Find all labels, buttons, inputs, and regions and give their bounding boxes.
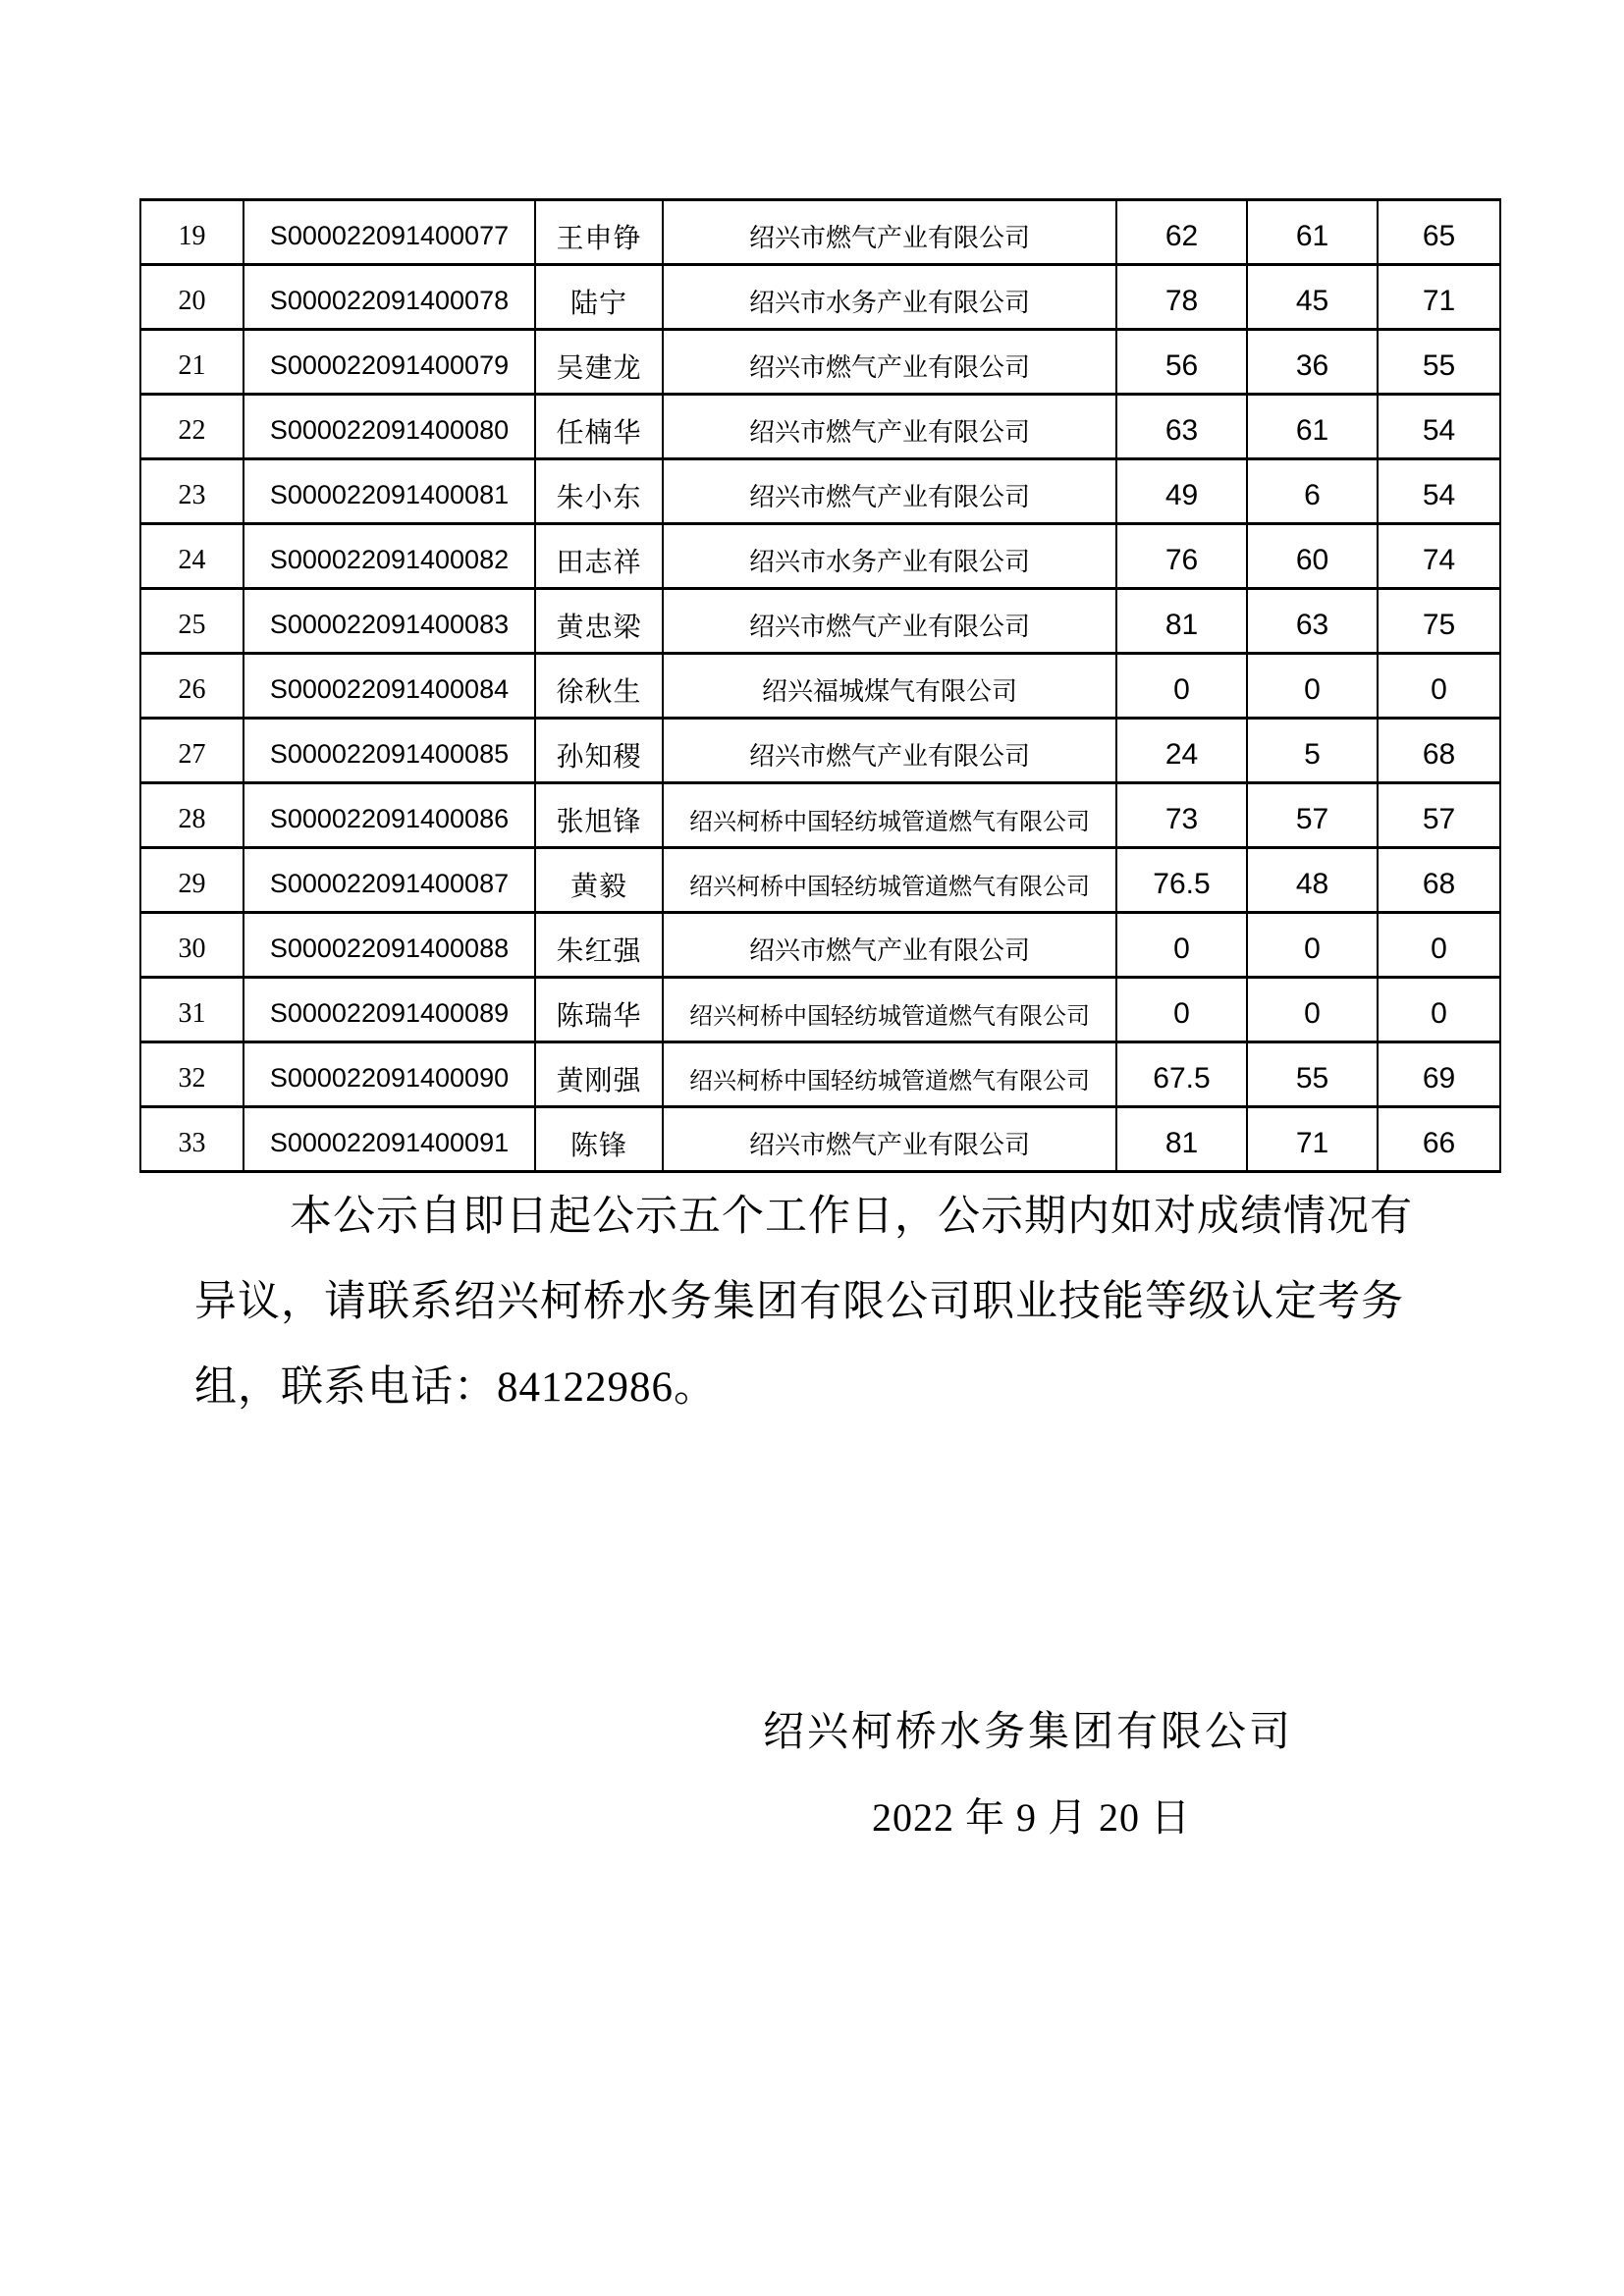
cell-score-3: 68 — [1378, 848, 1500, 913]
cell-score-1: 62 — [1116, 200, 1247, 265]
cell-score-3: 69 — [1378, 1042, 1500, 1107]
cell-company: 绍兴市燃气产业有限公司 — [663, 330, 1116, 395]
cell-name: 黄毅 — [535, 848, 663, 913]
cell-score-3: 65 — [1378, 200, 1500, 265]
notice-line: 异议，请联系绍兴柯桥水务集团有限公司职业技能等级认定考务 — [194, 1279, 1404, 1325]
notice-line: 本公示自即日起公示五个工作日，公示期内如对成绩情况有 — [290, 1194, 1413, 1240]
cell-score-1: 24 — [1116, 719, 1247, 783]
cell-score-2: 0 — [1247, 913, 1378, 978]
cell-id: S000022091400084 — [244, 654, 535, 719]
cell-score-3: 57 — [1378, 783, 1500, 848]
cell-score-2: 45 — [1247, 265, 1378, 330]
cell-score-1: 0 — [1116, 978, 1247, 1042]
table-row — [140, 783, 1500, 848]
cell-seq: 27 — [140, 719, 244, 783]
cell-score-1: 73 — [1116, 783, 1247, 848]
cell-id: S000022091400077 — [244, 200, 535, 265]
cell-seq: 20 — [140, 265, 244, 330]
cell-name: 田志祥 — [535, 524, 663, 589]
table-row — [140, 1107, 1500, 1172]
cell-score-2: 61 — [1247, 200, 1378, 265]
cell-name: 任楠华 — [535, 395, 663, 459]
cell-seq: 26 — [140, 654, 244, 719]
cell-score-3: 0 — [1378, 978, 1500, 1042]
cell-score-3: 0 — [1378, 654, 1500, 719]
cell-company: 绍兴市燃气产业有限公司 — [663, 1107, 1116, 1172]
cell-score-1: 76 — [1116, 524, 1247, 589]
signature-company: 绍兴柯桥水务集团有限公司 — [763, 1710, 1294, 1755]
cell-score-2: 71 — [1247, 1107, 1378, 1172]
table-row — [140, 589, 1500, 654]
cell-score-2: 60 — [1247, 524, 1378, 589]
cell-name: 张旭锋 — [535, 783, 663, 848]
cell-score-2: 5 — [1247, 719, 1378, 783]
cell-company: 绍兴市燃气产业有限公司 — [663, 459, 1116, 524]
cell-name: 朱红强 — [535, 913, 663, 978]
cell-score-2: 0 — [1247, 654, 1378, 719]
table-row — [140, 265, 1500, 330]
cell-seq: 19 — [140, 200, 244, 265]
cell-id: S000022091400083 — [244, 589, 535, 654]
cell-score-2: 57 — [1247, 783, 1378, 848]
cell-name: 朱小东 — [535, 459, 663, 524]
cell-company: 绍兴柯桥中国轻纺城管道燃气有限公司 — [663, 978, 1116, 1042]
results-table — [139, 198, 1501, 1173]
cell-seq: 30 — [140, 913, 244, 978]
table-row — [140, 654, 1500, 719]
cell-score-1: 81 — [1116, 1107, 1247, 1172]
cell-score-2: 48 — [1247, 848, 1378, 913]
cell-name: 孙知稷 — [535, 719, 663, 783]
table-row — [140, 978, 1500, 1042]
cell-company: 绍兴市燃气产业有限公司 — [663, 395, 1116, 459]
cell-seq: 21 — [140, 330, 244, 395]
cell-seq: 23 — [140, 459, 244, 524]
cell-score-2: 61 — [1247, 395, 1378, 459]
notice-paragraph — [194, 1174, 1461, 1430]
cell-score-1: 67.5 — [1116, 1042, 1247, 1107]
cell-score-3: 75 — [1378, 589, 1500, 654]
cell-score-3: 66 — [1378, 1107, 1500, 1172]
cell-score-1: 76.5 — [1116, 848, 1247, 913]
cell-score-1: 56 — [1116, 330, 1247, 395]
cell-score-3: 55 — [1378, 330, 1500, 395]
cell-name: 吴建龙 — [535, 330, 663, 395]
cell-score-3: 74 — [1378, 524, 1500, 589]
cell-company: 绍兴柯桥中国轻纺城管道燃气有限公司 — [663, 1042, 1116, 1107]
cell-name: 陆宁 — [535, 265, 663, 330]
cell-seq: 31 — [140, 978, 244, 1042]
cell-score-3: 0 — [1378, 913, 1500, 978]
cell-seq: 33 — [140, 1107, 244, 1172]
cell-score-2: 55 — [1247, 1042, 1378, 1107]
table-row — [140, 913, 1500, 978]
cell-name: 陈瑞华 — [535, 978, 663, 1042]
cell-score-2: 0 — [1247, 978, 1378, 1042]
cell-score-3: 71 — [1378, 265, 1500, 330]
cell-score-2: 36 — [1247, 330, 1378, 395]
cell-id: S000022091400088 — [244, 913, 535, 978]
table-row — [140, 1042, 1500, 1107]
table-row — [140, 848, 1500, 913]
cell-seq: 32 — [140, 1042, 244, 1107]
cell-score-1: 63 — [1116, 395, 1247, 459]
cell-company: 绍兴市燃气产业有限公司 — [663, 913, 1116, 978]
cell-seq: 22 — [140, 395, 244, 459]
cell-company: 绍兴柯桥中国轻纺城管道燃气有限公司 — [663, 848, 1116, 913]
cell-company: 绍兴市燃气产业有限公司 — [663, 589, 1116, 654]
cell-name: 徐秋生 — [535, 654, 663, 719]
cell-seq: 25 — [140, 589, 244, 654]
cell-company: 绍兴市燃气产业有限公司 — [663, 200, 1116, 265]
notice-line: 组，联系电话：84122986。 — [194, 1364, 717, 1411]
cell-id: S000022091400086 — [244, 783, 535, 848]
results-table-body — [140, 200, 1500, 1172]
table-row — [140, 395, 1500, 459]
cell-name: 王申铮 — [535, 200, 663, 265]
cell-company: 绍兴福城煤气有限公司 — [663, 654, 1116, 719]
cell-score-3: 54 — [1378, 395, 1500, 459]
cell-id: S000022091400082 — [244, 524, 535, 589]
cell-name: 黄刚强 — [535, 1042, 663, 1107]
cell-score-1: 0 — [1116, 913, 1247, 978]
cell-name: 陈锋 — [535, 1107, 663, 1172]
table-row — [140, 524, 1500, 589]
cell-seq: 28 — [140, 783, 244, 848]
table-row — [140, 459, 1500, 524]
cell-id: S000022091400087 — [244, 848, 535, 913]
signature-date: 2022 年 9 月 20 日 — [872, 1795, 1191, 1840]
cell-score-1: 78 — [1116, 265, 1247, 330]
cell-company: 绍兴市水务产业有限公司 — [663, 265, 1116, 330]
cell-name: 黄忠梁 — [535, 589, 663, 654]
cell-seq: 24 — [140, 524, 244, 589]
table-row — [140, 719, 1500, 783]
cell-company: 绍兴柯桥中国轻纺城管道燃气有限公司 — [663, 783, 1116, 848]
cell-id: S000022091400085 — [244, 719, 535, 783]
cell-score-1: 0 — [1116, 654, 1247, 719]
cell-id: S000022091400079 — [244, 330, 535, 395]
cell-id: S000022091400081 — [244, 459, 535, 524]
cell-id: S000022091400078 — [244, 265, 535, 330]
cell-company: 绍兴市燃气产业有限公司 — [663, 719, 1116, 783]
cell-company: 绍兴市水务产业有限公司 — [663, 524, 1116, 589]
cell-score-2: 6 — [1247, 459, 1378, 524]
table-row — [140, 200, 1500, 265]
cell-id: S000022091400089 — [244, 978, 535, 1042]
cell-score-2: 63 — [1247, 589, 1378, 654]
cell-seq: 29 — [140, 848, 244, 913]
cell-score-1: 49 — [1116, 459, 1247, 524]
cell-score-1: 81 — [1116, 589, 1247, 654]
cell-score-3: 54 — [1378, 459, 1500, 524]
table-row — [140, 330, 1500, 395]
cell-id: S000022091400080 — [244, 395, 535, 459]
cell-id: S000022091400091 — [244, 1107, 535, 1172]
cell-score-3: 68 — [1378, 719, 1500, 783]
cell-id: S000022091400090 — [244, 1042, 535, 1107]
